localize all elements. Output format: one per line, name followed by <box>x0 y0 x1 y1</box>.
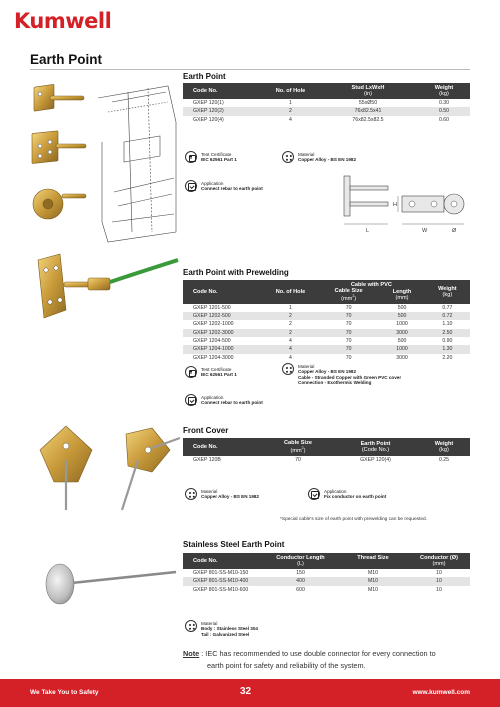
material-icon <box>185 620 197 632</box>
table-row: GXEP 120(2) 2 76x82.5x41 0.50 <box>183 107 470 115</box>
earth-point-table <box>183 83 470 124</box>
title-divider <box>30 69 470 70</box>
col-earth-point: Earth Point (Code No.) <box>333 438 418 456</box>
col-length: Length (mm) <box>379 288 424 304</box>
col-weight: Weight (kg) <box>418 83 470 99</box>
footer-url[interactable]: www.kumwell.com <box>412 689 470 696</box>
prewelding-material: Material Copper Alloy - BS EN 1982 Cable - Stranded Copper with Green PVC cover Connection - Exothermic Welding <box>282 363 401 386</box>
iec-note: Note : IEC has recommended to use double connector for every connection to earth point for safety and reliability of the system. <box>183 649 436 670</box>
col-code-no: Code No. <box>183 280 263 304</box>
dim-diameter: Ø <box>452 228 457 234</box>
table-row: GXEP 120(1) 1 55xØ50 0.30 <box>193 100 450 106</box>
footer-slogan: We Take You to Safety <box>30 689 99 696</box>
col-conductor-diameter: Conductor (Ø) (mm) <box>408 553 470 569</box>
section-title-stainless: Stainless Steel Earth Point <box>183 540 285 549</box>
stainless-material: Material Body : Stainless Steel 304 Tail : Galvanized Steel <box>185 620 258 637</box>
prewelding-table <box>183 280 470 362</box>
material-icon <box>282 363 294 375</box>
footer-bar <box>0 679 500 707</box>
table-row: GXEP 1201-500 1 70 500 0.77 <box>193 304 453 311</box>
front-cover-products-image <box>30 420 180 512</box>
prewelding-product-image <box>30 252 180 322</box>
col-cable-with-pvc: Cable with PVC <box>318 280 425 288</box>
prewelding-application: Application Connect rebar to earth point <box>185 394 263 406</box>
dim-w: W <box>422 228 428 234</box>
application-icon <box>185 394 197 406</box>
col-cable-size: Cable Size $(mm^2)$ <box>318 288 379 304</box>
col-code-no: Code No. <box>183 83 263 99</box>
earth-point-material: Material Copper Alloy - BS EN 1982 <box>282 151 356 163</box>
application-icon <box>308 488 320 500</box>
earth-point-dimension-drawing <box>338 172 472 234</box>
material-icon <box>185 488 197 500</box>
col-conductor-length: Conductor Length (L) <box>263 553 338 569</box>
table-row: GXEP 120(4) 4 76x82.5x82.5 0.60 <box>193 116 450 123</box>
earth-point-application: Application Connect rebar to earth point <box>185 180 263 192</box>
dim-l: L <box>366 228 370 234</box>
col-stud: Stud LxWxH (in) <box>318 83 418 99</box>
certificate-icon <box>185 366 197 378</box>
table-row: GXEP 1204-500 4 70 500 0.90 <box>193 338 453 345</box>
col-weight: Weight (kg) <box>418 438 470 456</box>
table-row: GXEP 1202-1000 2 70 1000 1.10 <box>193 321 453 328</box>
table-row: GXEP 1204-3000 4 70 3000 2.20 <box>193 354 453 361</box>
earth-point-products-image <box>28 82 178 250</box>
col-code-no: Code No. <box>183 438 263 456</box>
table-row: GXEP 801-SS-M10-150 150 M10 10 <box>193 570 442 576</box>
stainless-table <box>183 553 470 594</box>
table-row: GXEP 1202-500 2 70 500 0.72 <box>183 312 470 320</box>
certificate-icon <box>185 151 197 163</box>
page-title: Earth Point <box>30 52 103 67</box>
col-weight: Weight (kg) <box>425 280 470 304</box>
section-title-earth-point: Earth Point <box>183 72 226 81</box>
dim-h: H <box>393 202 397 208</box>
section-title-prewelding: Earth Point with Prewelding <box>183 268 289 277</box>
front-cover-material: Material Copper Alloy - BS EN 1982 <box>185 488 259 500</box>
section-title-front-cover: Front Cover <box>183 426 229 435</box>
front-cover-table <box>183 438 470 464</box>
table-row: GXEP 801-SS-M10-400 400 M10 10 <box>183 577 470 585</box>
col-cable-size: Cable Size $(mm^2)$ <box>263 438 333 456</box>
prewelding-test-certificate: Test Certificate IEC 62561 Part 1 <box>185 366 237 378</box>
col-no-of-hole: No. of Hole <box>263 280 318 304</box>
stainless-product-image <box>40 558 180 608</box>
earth-point-test-certificate: Test Certificate IEC 62561 Part 1 <box>185 151 237 163</box>
col-code-no: Code No. <box>183 553 263 569</box>
front-cover-application: Application Fix conductor on earth point <box>308 488 386 500</box>
special-cable-note: *Special cable's size of earth point with prewelding can be requested. <box>280 517 428 522</box>
application-icon <box>185 180 197 192</box>
page-number: 32 <box>240 686 252 697</box>
table-row: GXEP 801-SS-M10-600 600 M10 10 <box>193 586 442 593</box>
brand-logo: Kumwell <box>14 9 112 33</box>
table-row: GXEP 1204-1000 4 70 1000 1.30 <box>183 345 470 353</box>
table-row: GXEP 1202-3000 2 70 3000 2.50 <box>183 329 470 337</box>
table-row: GXEP 120B 70 GXEP 120(4) 0.25 <box>193 456 450 463</box>
col-no-of-hole: No. of Hole <box>263 83 318 99</box>
material-icon <box>282 151 294 163</box>
col-thread-size: Thread Size <box>338 553 408 569</box>
